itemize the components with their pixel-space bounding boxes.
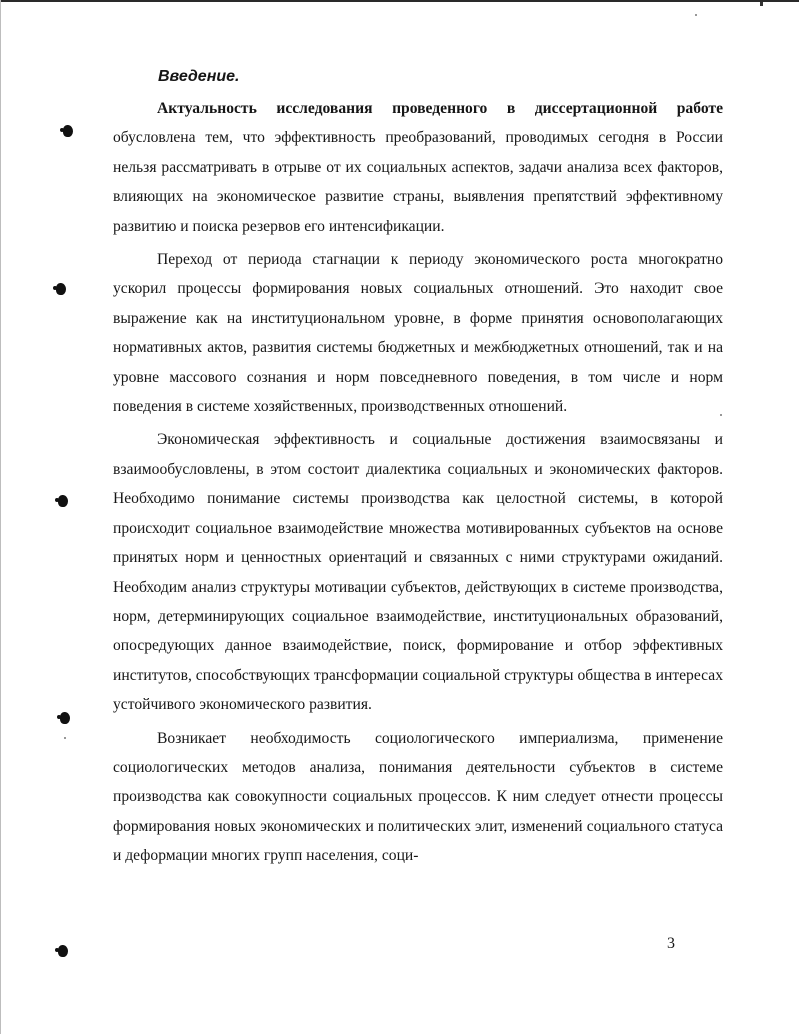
punch-hole-mark: [56, 283, 66, 295]
punch-hole-mark: [60, 712, 70, 724]
section-heading: Введение.: [158, 68, 240, 85]
punch-hole-mark: [58, 945, 68, 957]
punch-hole-mark: [58, 495, 68, 507]
paragraph-3: [113, 425, 723, 719]
paragraph-text: Переход от периода стагнации к периоду экономического роста многократно ускорил процессы формирования новых социальных отношений. Это находит свое выражение как на институциональном уровне, в форме принятия основополагающих нормативных актов, развития системы бюджетных и межбюджетных отношений, так и на уровне массового сознания и норм повседневного поведения, в том числе и норм поведения в системе хозяйственных, производственных отношений.: [113, 251, 723, 416]
scan-top-edge: [0, 0, 799, 2]
paragraph-text: Экономическая эффективность и социальные достижения взаимосвязаны и взаимообусловлены, в этом состоит диалектика социальных и экономических факторов. Необходимо понимание системы производства как целостной системы, в которой происходит социальное взаимодействие множества мотивированных субъектов на основе принятых норм и ценностных ориентаций и связанных с ними структурами ожиданий. Необходим анализ структуры мотивации субъектов, действующих в системе производства, норм, детерминирующих социальное взаимодействие, институциональных образований, опосредующих данное взаимодействие, поиск, формирование и отбор эффективных институтов, способствующих трансформации социальной структуры общества в интересах устойчивого экономического развития.: [113, 431, 723, 714]
page-number: 3: [667, 935, 675, 952]
scan-corner-mark: [760, 2, 763, 6]
body-text: [113, 94, 723, 871]
paragraph-2: [113, 245, 723, 421]
paragraph-4: [113, 724, 723, 871]
paragraph-text: обусловлена тем, что эффективность преобразований, проводимых сегодня в России нельзя рассматривать в отрыве от их социальных аспектов, задачи анализа всех факторов, влияющих на экономическое развитие страны, выявления препятствий эффективному развитию и поиска резервов его интенсификации.: [113, 129, 723, 235]
paragraph-1: [113, 94, 723, 241]
punch-hole-mark: [63, 125, 73, 137]
scan-speck: [695, 14, 697, 16]
scan-speck: [64, 737, 66, 739]
scan-left-edge: [0, 0, 1, 1034]
paragraph-text: Возникает необходимость социологического империализма, применение социологических методов анализа, понимания деятельности субъектов в системе производства как совокупности социальных процессов. К ним следует отнести процессы формирования новых экономических и политических элит, изменений социального статуса и деформации многих групп населения, соци-: [113, 729, 723, 865]
paragraph-lead-bold: Актуальность исследования проведенного в диссертационной работе: [157, 100, 723, 117]
